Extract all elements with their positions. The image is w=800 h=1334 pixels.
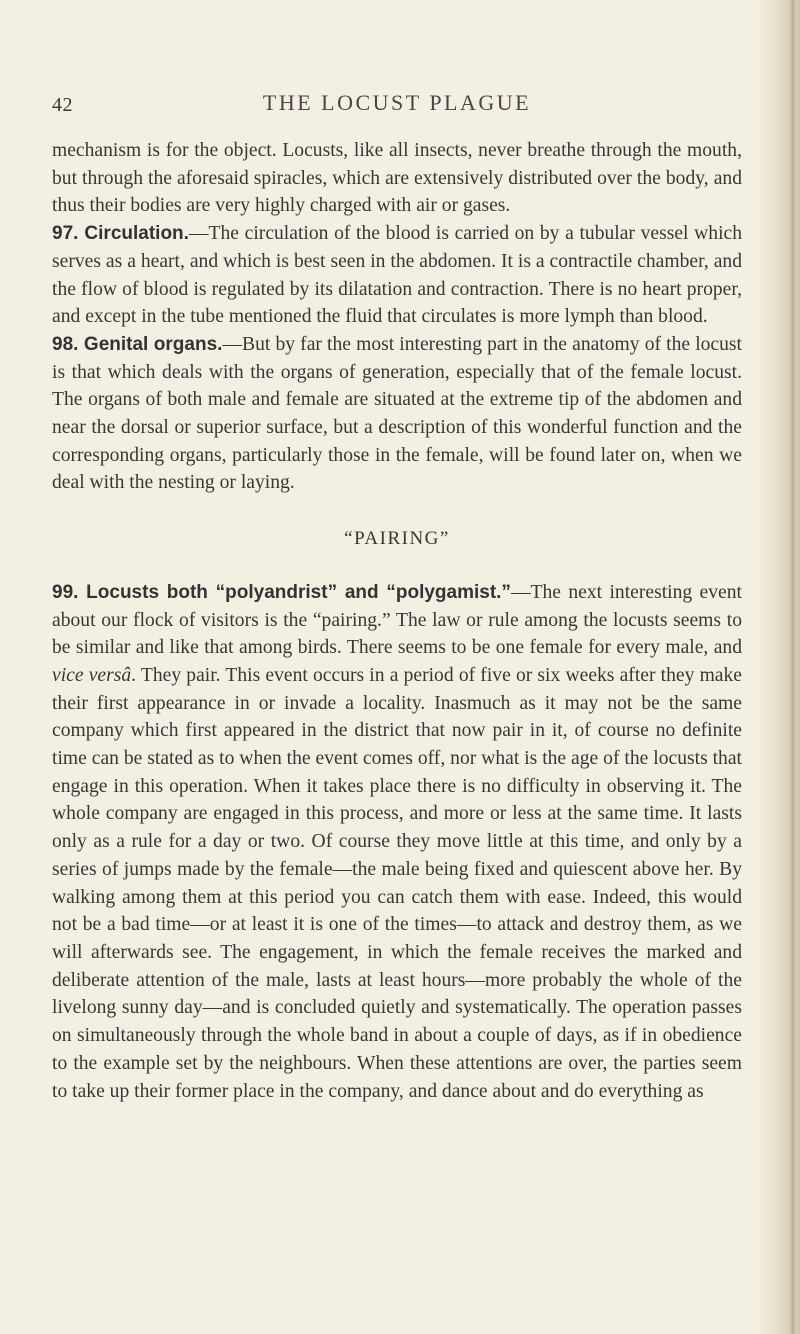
running-head: THE LOCUST PLAGUE: [262, 90, 532, 115]
heading-circulation: 97. Circulation.: [52, 223, 189, 245]
page-header: [52, 86, 742, 122]
paragraph-97: [52, 220, 742, 331]
heading-polyandrist: 99. Locusts both “polyandrist” and “polygamist.”: [52, 581, 511, 603]
paragraph-intro: mechanism is for the object. Locusts, like all insects, never breathe through the mouth, but through the aforesaid spiracles, which are extensively distributed over the body, and thus their bodies are very highly charged with air or gases.: [52, 140, 742, 217]
page-number: 42: [52, 94, 73, 116]
paragraph-98: [52, 331, 742, 497]
section-heading-pairing: “PAIRING”: [344, 528, 450, 550]
paragraph-98-body: —But by far the most interesting part in the anatomy of the locust is that which deals with the organs of generation, especially that of the female locust. The organs of both male and female are situated at the extreme tip of the abdomen and near the dorsal or superior surface, but a description of this wonderful function and the corresponding organs, particularly those in the female, will be found later on, when we deal with the nesting or laying.: [52, 333, 742, 494]
book-spine: [790, 0, 796, 1334]
paragraph-99: [52, 579, 742, 1105]
paragraph-97-body: —The circulation of the blood is carried on by a tubular vessel which serves as a heart, and which is best seen in the abdomen. It is a contractile chamber, and the flow of blood is regulated by its dilatation and contraction. There is no heart proper, and except in the tube mentioned the fluid that circulates is more lymph than blood.: [52, 223, 743, 328]
heading-genital-organs: 98. Genital organs.: [52, 333, 223, 355]
paragraph-99-body-a: —The next interesting event about our flock of visitors is the “pairing.” The law or rule among the locusts seems to be similar and like that among birds. There seems to be one female for every male, and: [52, 581, 742, 659]
paragraph-99-body-b: . They pair. This event occurs in a period of five or six weeks after they make their first appearance in or invade a locality. Inasmuch as it may not be the same company which first appeared in the district that now pair in it, of course no definite time can be stated as to when the event comes off, nor what is the age of the locusts that engage in this operation. When it takes place there is no difficulty in observing it. The whole company are engaged in this process, and more or less at the same time. It lasts only as a rule for a day or two. Of course they move little at this time, and only by a series of jumps made by the female—the male being fixed and quiescent above her. By walking among them at this period you can catch them with ease. Indeed, this would not be a bad time—or at least it is one of the times—to attack and destroy them, as we will afterwards see. The engagement, in which the female receives the marked and deliberate attention of the male, lasts at least hours—more probably the whole of the livelong sunny day—and is concluded quietly and systematically. The operation passes on simultaneously through the whole band in about a couple of days, as if in obedience to the example set by the neighbours. When these attentions are over, the parties seem to take up their former place in the company, and dance about and do everything as: [52, 664, 742, 1102]
italic-vice-versa: vice versâ: [52, 664, 132, 686]
body-text: [52, 137, 742, 1105]
